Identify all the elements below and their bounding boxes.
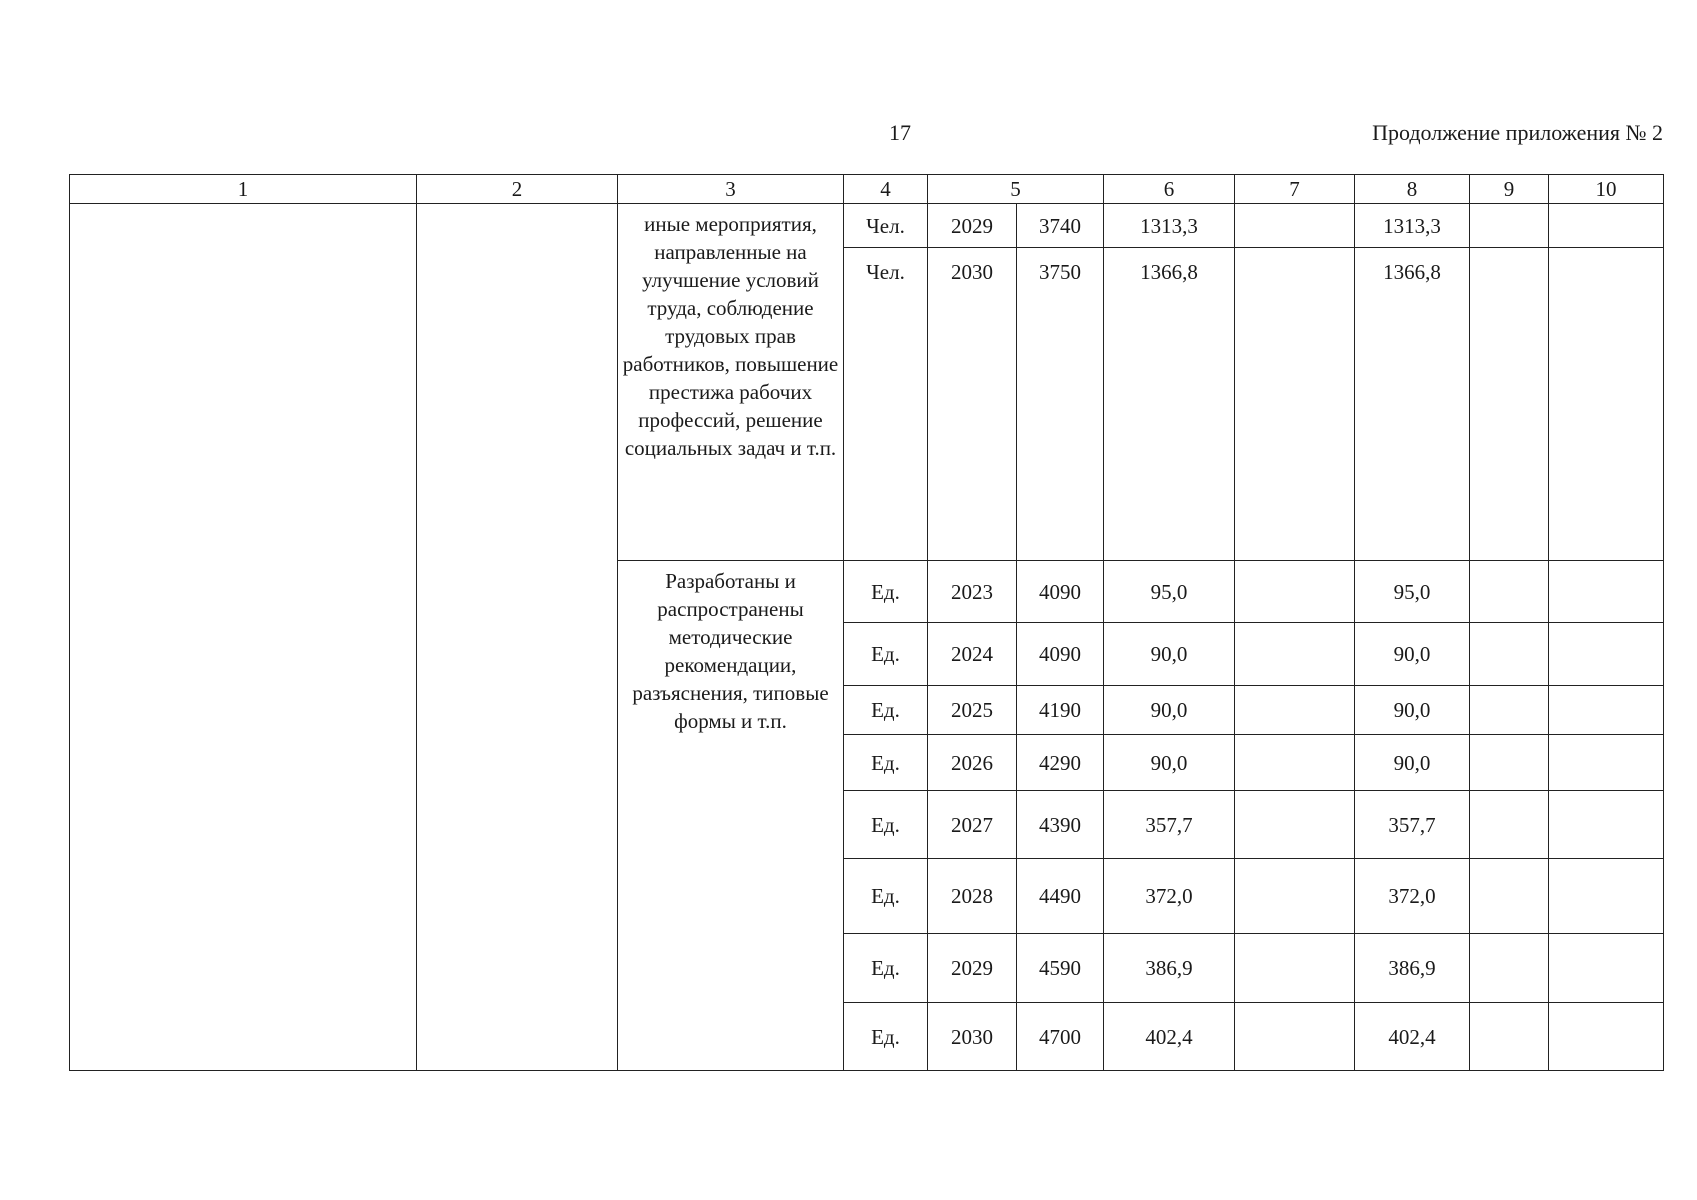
cell-col8: 1313,3 — [1355, 204, 1470, 248]
measure-description: Разработаны и распространены методические рекомендации, разъяснения, типовые формы и т.п. — [618, 561, 844, 1071]
cell-col8: 357,7 — [1355, 791, 1470, 859]
cell-unit: Ед. — [844, 561, 928, 623]
col-header-8: 8 — [1355, 175, 1470, 204]
cell-value: 4090 — [1017, 623, 1104, 686]
cell-col7 — [1235, 735, 1355, 791]
header-row — [70, 175, 1664, 204]
cell-unit: Ед. — [844, 791, 928, 859]
cell-col6: 1366,8 — [1104, 248, 1235, 561]
cell-col2 — [417, 204, 618, 1071]
data-table — [69, 174, 1664, 1071]
cell-unit: Ед. — [844, 859, 928, 934]
cell-col10 — [1549, 686, 1664, 735]
cell-col6: 90,0 — [1104, 686, 1235, 735]
cell-year: 2029 — [928, 934, 1017, 1003]
cell-value: 4390 — [1017, 791, 1104, 859]
cell-col10 — [1549, 561, 1664, 623]
cell-col10 — [1549, 623, 1664, 686]
cell-year: 2030 — [928, 248, 1017, 561]
cell-value: 4700 — [1017, 1003, 1104, 1071]
cell-col9 — [1470, 791, 1549, 859]
col-header-4: 4 — [844, 175, 928, 204]
cell-col9 — [1470, 686, 1549, 735]
col-header-1: 1 — [70, 175, 417, 204]
cell-col8: 1366,8 — [1355, 248, 1470, 561]
cell-col6: 372,0 — [1104, 859, 1235, 934]
cell-col10 — [1549, 934, 1664, 1003]
col-header-10: 10 — [1549, 175, 1664, 204]
cell-col7 — [1235, 204, 1355, 248]
cell-col10 — [1549, 248, 1664, 561]
cell-value: 4490 — [1017, 859, 1104, 934]
cell-unit: Чел. — [844, 204, 928, 248]
cell-unit: Чел. — [844, 248, 928, 561]
table-row — [70, 204, 1664, 248]
cell-unit: Ед. — [844, 623, 928, 686]
cell-col6: 90,0 — [1104, 623, 1235, 686]
cell-col8: 95,0 — [1355, 561, 1470, 623]
measure-description: иные мероприятия, направленные на улучшение условий труда, соблюдение трудовых прав работников, повышение престижа рабочих профессий, решение социальных задач и т.п. — [618, 204, 844, 561]
cell-year: 2029 — [928, 204, 1017, 248]
cell-value: 3750 — [1017, 248, 1104, 561]
cell-col10 — [1549, 791, 1664, 859]
cell-col6: 1313,3 — [1104, 204, 1235, 248]
page-number: 17 — [889, 120, 911, 145]
continuation-label: Продолжение приложения № 2 — [1372, 120, 1663, 145]
cell-unit: Ед. — [844, 686, 928, 735]
cell-col6: 386,9 — [1104, 934, 1235, 1003]
cell-col9 — [1470, 1003, 1549, 1071]
cell-year: 2028 — [928, 859, 1017, 934]
cell-col7 — [1235, 623, 1355, 686]
cell-value: 4190 — [1017, 686, 1104, 735]
cell-col1 — [70, 204, 417, 1071]
cell-col6: 357,7 — [1104, 791, 1235, 859]
cell-value: 4090 — [1017, 561, 1104, 623]
cell-col7 — [1235, 248, 1355, 561]
cell-col9 — [1470, 204, 1549, 248]
cell-col9 — [1470, 248, 1549, 561]
cell-col9 — [1470, 623, 1549, 686]
cell-col9 — [1470, 735, 1549, 791]
cell-col7 — [1235, 791, 1355, 859]
col-header-3: 3 — [618, 175, 844, 204]
col-header-5: 5 — [928, 175, 1104, 204]
col-header-2: 2 — [417, 175, 618, 204]
cell-col8: 372,0 — [1355, 859, 1470, 934]
cell-col7 — [1235, 686, 1355, 735]
col-header-7: 7 — [1235, 175, 1355, 204]
col-header-9: 9 — [1470, 175, 1549, 204]
cell-year: 2026 — [928, 735, 1017, 791]
cell-col9 — [1470, 859, 1549, 934]
col-header-6: 6 — [1104, 175, 1235, 204]
cell-year: 2023 — [928, 561, 1017, 623]
cell-col8: 90,0 — [1355, 735, 1470, 791]
cell-col7 — [1235, 1003, 1355, 1071]
cell-unit: Ед. — [844, 1003, 928, 1071]
cell-col10 — [1549, 1003, 1664, 1071]
cell-col7 — [1235, 561, 1355, 623]
cell-col10 — [1549, 859, 1664, 934]
cell-unit: Ед. — [844, 934, 928, 1003]
cell-col7 — [1235, 859, 1355, 934]
cell-unit: Ед. — [844, 735, 928, 791]
cell-year: 2024 — [928, 623, 1017, 686]
cell-col8: 90,0 — [1355, 686, 1470, 735]
cell-year: 2030 — [928, 1003, 1017, 1071]
cell-col8: 402,4 — [1355, 1003, 1470, 1071]
cell-year: 2027 — [928, 791, 1017, 859]
cell-col9 — [1470, 934, 1549, 1003]
cell-col6: 90,0 — [1104, 735, 1235, 791]
cell-value: 3740 — [1017, 204, 1104, 248]
cell-col7 — [1235, 934, 1355, 1003]
cell-col8: 386,9 — [1355, 934, 1470, 1003]
cell-year: 2025 — [928, 686, 1017, 735]
cell-col6: 95,0 — [1104, 561, 1235, 623]
cell-col10 — [1549, 735, 1664, 791]
cell-col8: 90,0 — [1355, 623, 1470, 686]
cell-col10 — [1549, 204, 1664, 248]
cell-value: 4290 — [1017, 735, 1104, 791]
cell-value: 4590 — [1017, 934, 1104, 1003]
cell-col9 — [1470, 561, 1549, 623]
cell-col6: 402,4 — [1104, 1003, 1235, 1071]
